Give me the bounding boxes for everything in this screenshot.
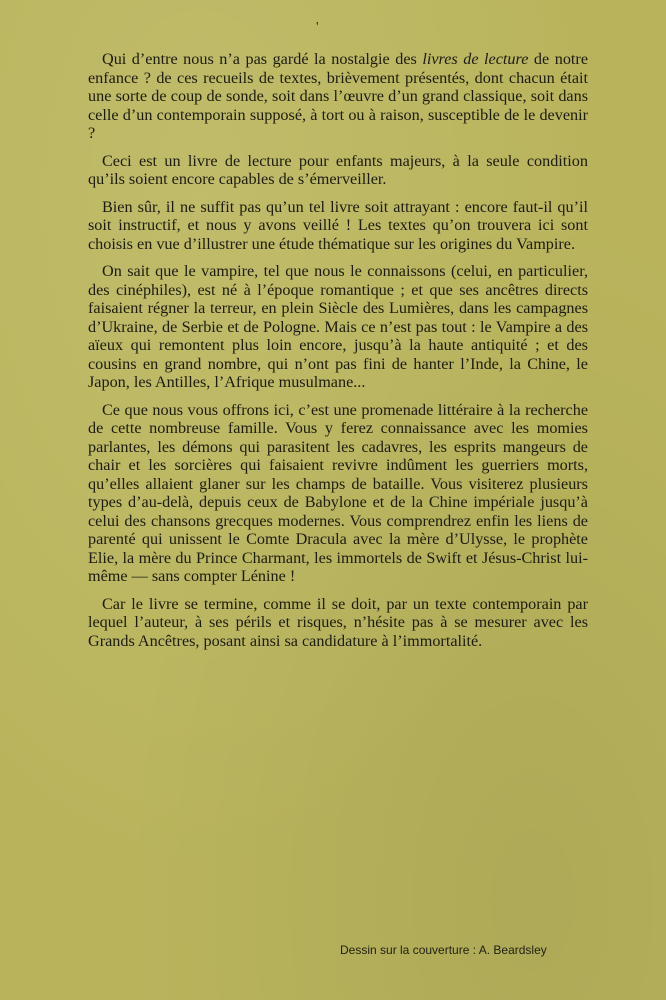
paragraph-1-end: de notre enfance ? de ces recueils de textes, brièvement présentés, dont chacun était une sorte de coup de sonde, soit dans l’œuvre d’un grand classique, soit dans celle d’un contemporain supposé, à tort ou à raison, susceptible de le devenir ? [88,50,589,142]
paragraph-1 [88,50,588,143]
paragraph-4: On sait que le vampire, tel que nous le connaissons (celui, en particulier, des cinéphiles), est né à l’époque romantique ; et que ses ancêtres directs faisaient régner la terreur, en plein Siècle des Lumières, dans les campagnes d’Ukraine, de Serbie et de Pologne. Mais ce n’est pas tout : le Vampire a des aïeux qui remontent plus loin encore, jusqu’à la haute antiquité ; et des cousins en grand nombre, qui n’ont pas fini de hanter l’Inde, la Chine, le Japon, les Antilles, l’Afrique musulmane... [88,262,588,391]
paragraph-5: Ce que nous vous offrons ici, c’est une promenade littéraire à la recherche de cette nombreuse famille. Vous y ferez connaissance avec les momies parlantes, les démons qui parasitent les cadavres, les esprits mangeurs de chair et les sorcières qui faisaient revivre indûment les guerriers morts, qu’elles allaient glaner sur les champs de bataille. Vous visiterez plusieurs types d’au-delà, depuis ceux de Babylone et de la Chine impériale jusqu’à celui des chansons grecques modernes. Vous comprendrez enfin les liens de parenté qui unissent le Comte Dracula avec la mère d’Ulysse, le prophète Elie, la mère du Prince Charmant, les immortels de Swift et Jésus-Christ lui-même — sans compter Lénine ! [88,400,588,585]
top-mark: ' [316,20,319,35]
paragraph-1-start: Qui d’entre nous n’a pas gardé la nostalgie des [102,50,423,68]
blurb-text [88,50,588,659]
cover-credit: Dessin sur la couverture : A. Beardsley [340,943,547,957]
paragraph-1-italic: livres de lecture [422,50,529,68]
paragraph-6: Car le livre se termine, comme il se doit, par un texte contemporain par lequel l’auteur, à ses périls et risques, n’hésite pas à se mesurer avec les Grands Ancêtres, posant ainsi sa candidature à l’immortalité. [88,594,588,650]
paragraph-3: Bien sûr, il ne suffit pas qu’un tel livre soit attrayant : encore faut-il qu’il soit instructif, et nous y avons veillé ! Les textes qu’on trouvera ici sont choisis en vue d’illustrer une étude thématique sur les origines du Vampire. [88,197,588,253]
paragraph-2: Ceci est un livre de lecture pour enfants majeurs, à la seule condition qu’ils soient encore capables de s’émerveiller. [88,151,588,188]
